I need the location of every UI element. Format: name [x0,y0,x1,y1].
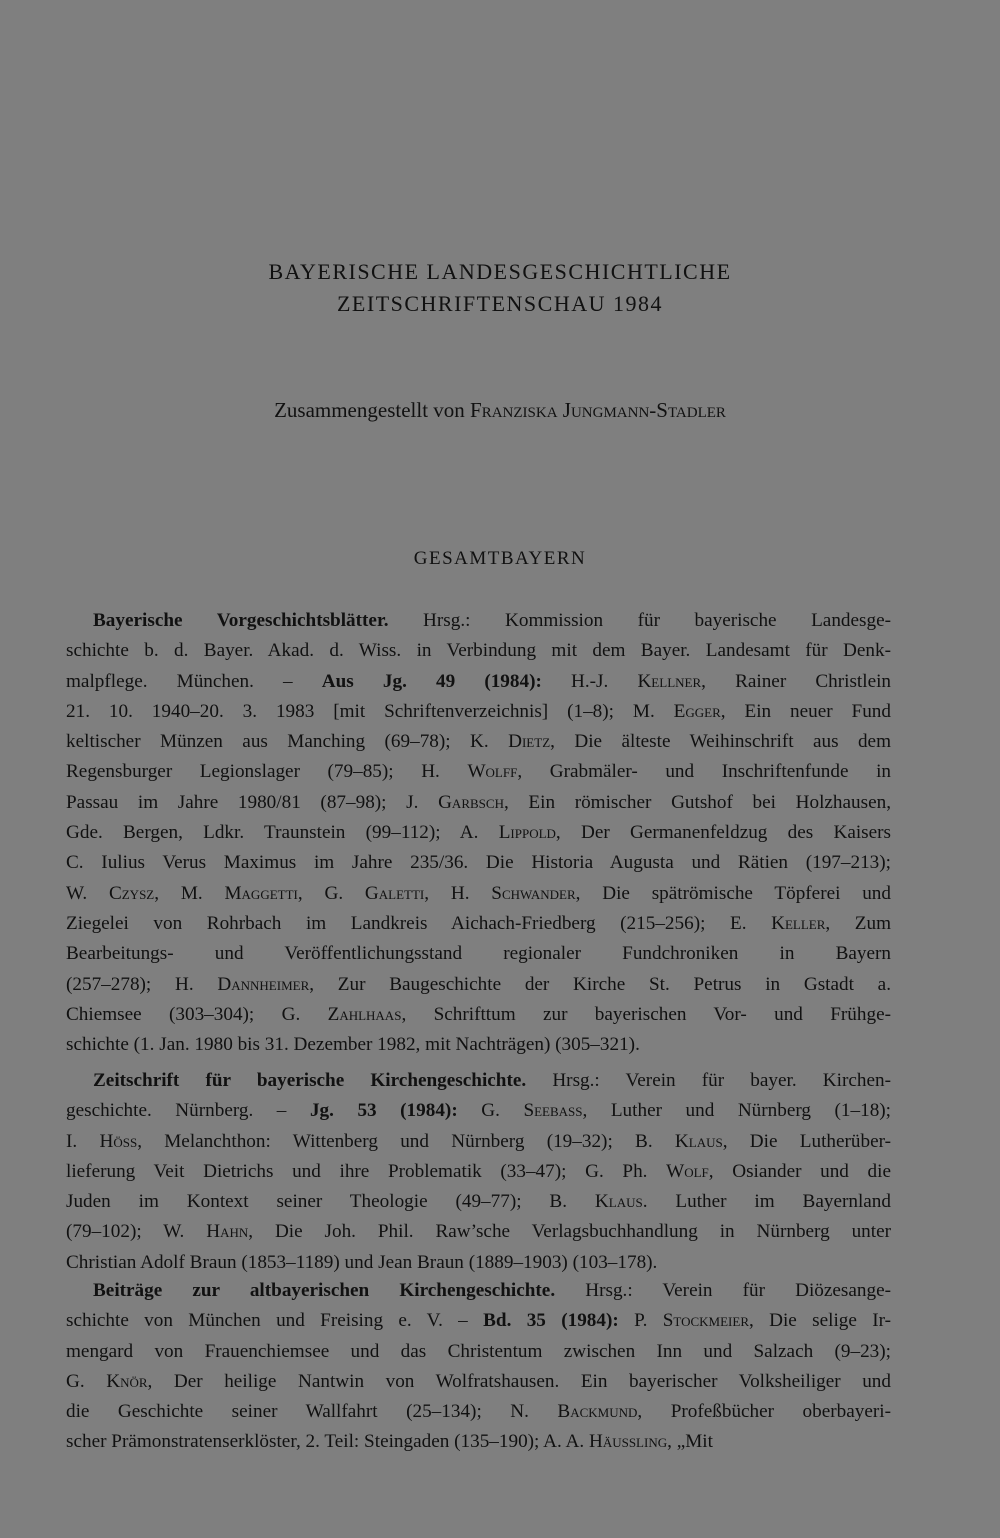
text-run: . Luther im Bayernland [642,1191,891,1213]
text-run: , Ein neuer Fund [720,700,891,722]
text-line [66,1248,891,1278]
text-run: , Zur Baugeschichte der Kirche St. Petrus in Gstadt a. [309,973,891,995]
text-run: Hrsg.: Kommission für bayerische Landesge- [388,610,891,631]
text-line [66,1367,891,1397]
bold-run: Bd. 35 (1984): [483,1310,619,1332]
text-run: schichte (1. Jan. 1980 bis 31. Dezember 1982, mit Nachträgen) (305–321). [66,1034,640,1056]
text-run: , Die spätrömische Töpferei und [575,882,891,904]
author-name: Dannheimer [217,973,310,995]
author-name: Kellner [637,670,702,692]
author-name: Maggetti [224,882,298,904]
text-run: Ziegelei von Rohrbach im Landkreis Aichach-Friedberg (215–256); E. [66,912,772,934]
text-run: , „Mit [667,1431,713,1453]
text-line [66,1217,891,1247]
text-run: malpflege. München. – [66,670,322,692]
text-run: G. [457,1100,524,1122]
author-name: Czysz [108,882,155,904]
author-name: Keller [771,912,826,934]
text-run: 21. 10. 1940–20. 3. 1983 [mit Schriftenverzeichnis] (1–8); M. [66,700,674,722]
author-name: Klaus [594,1191,643,1213]
text-line [66,636,891,666]
bibliography-entry [66,1066,891,1278]
section-heading: GESAMTBAYERN [413,548,587,569]
text-run: I. [66,1130,100,1152]
text-run: , Profeßbücher oberbayeri- [637,1401,891,1423]
text-line [66,727,891,757]
compiled-prefix: Zusammengestellt von [274,398,471,422]
text-run: C. Iulius Verus Maximus im Jahre 235/36. Die Historia Augusta und Rätien (197–213); [66,852,891,874]
text-run: P. [618,1310,663,1332]
text-run: , Melanchthon: Wittenberg und Nürnberg (19–32); B. [137,1130,675,1152]
author-name: Hahn [206,1221,249,1243]
text-line [66,1397,891,1427]
text-run: , Der heilige Nantwin von Wolfratshausen. Ein bayerischer Volksheiliger und [147,1370,891,1392]
author-name: Galetti [364,882,425,904]
text-run: Hrsg.: Verein für Diözesange- [555,1280,891,1301]
text-line [66,1187,891,1217]
text-run: Passau im Jahre 1980/81 (87–98); J. [66,791,439,813]
text-run: , M. [154,882,225,904]
bold-run: Bayerische Vorgeschichtsblätter. [93,610,389,631]
text-line [66,606,891,636]
text-run: scher Prämonstratenserklöster, 2. Teil: Steingaden (135–190); A. A. [66,1431,589,1453]
text-run: G. [66,1370,107,1392]
text-run: Christian Adolf Braun (1853–1189) und Jean Braun (1889–1903) (103–178). [66,1251,658,1273]
text-run: Hrsg.: Verein für bayer. Kirchen- [526,1070,891,1091]
text-run: Juden im Kontext seiner Theologie (49–77); B. [66,1191,595,1213]
text-run: (257–278); H. [66,973,218,995]
author-name: Häussling [588,1431,668,1453]
author-name: Höss [99,1130,138,1152]
text-run: , Die selige Ir- [749,1310,891,1332]
text-line [66,1030,891,1060]
text-line [66,1306,891,1336]
text-line [66,1096,891,1126]
text-run: , Schrifttum zur bayerischen Vor- und Frühge- [401,1003,891,1025]
author-name: Schwander [491,882,576,904]
text-line [66,667,891,697]
text-run: , Zum [825,912,891,934]
text-line [66,939,891,969]
author-name: Knör [106,1370,148,1392]
text-line [66,1427,891,1457]
text-run: , H. [424,882,492,904]
text-run: schichte von München und Freising e. V. – [66,1310,484,1332]
text-line [66,1066,891,1096]
text-line [66,818,891,848]
text-line [66,970,891,1000]
text-run: , Die Lutherüber- [722,1130,891,1152]
text-run: , Rainer Christlein [701,670,891,692]
text-line [66,1337,891,1367]
author-name: Backmund [557,1401,638,1423]
author-name: Egger [673,700,721,722]
text-run: (79–102); W. [66,1221,207,1243]
page-title-line-2: ZEITSCHRIFTENSCHAU 1984 [336,291,663,316]
text-run: Bearbeitungs- und Veröffentlichungsstand regionaler Fundchroniken in Bayern [66,943,891,965]
author-name: Wolff [467,761,518,783]
author-name: Garbsch [438,791,504,813]
text-run: , Grabmäler- und Inschriftenfunde in [517,761,891,783]
text-run: , G. [297,882,365,904]
text-line [66,1157,891,1187]
compiler-name: Franziska Jungmann-Stadler [470,398,726,422]
text-line [66,879,891,909]
text-line [66,1000,891,1030]
text-run: , Osiander und die [708,1160,891,1182]
text-run: Chiemsee (303–304); G. [66,1003,328,1025]
author-name: Stockmeier [662,1310,749,1332]
text-line [66,848,891,878]
bold-run: Beiträge zur altbayerischen Kirchengeschichte. [93,1280,556,1301]
text-run: , Luther und Nürnberg (1–18); [582,1100,891,1122]
text-run: lieferung Veit Dietrichs und ihre Problematik (33–47); G. Ph. [66,1160,667,1182]
text-run: Gde. Bergen, Ldkr. Traunstein (99–112); A. [66,822,499,844]
author-name: Klaus [674,1130,723,1152]
text-line [66,1276,891,1306]
text-line [66,1127,891,1157]
bold-run: Jg. 53 (1984): [309,1100,458,1122]
bold-run: Zeitschrift für bayerische Kirchengeschichte. [93,1070,527,1091]
author-name: Zahlhaas [327,1003,402,1025]
bold-run: Aus Jg. 49 (1984): [321,670,542,692]
text-run: mengard von Frauenchiemsee und das Christentum zwischen Inn und Salzach (9–23); [66,1340,891,1362]
text-line [66,909,891,939]
text-run: , Die älteste Weihinschrift aus dem [550,731,891,753]
bibliography-entry [66,606,891,1060]
text-run: Regensburger Legionslager (79–85); H. [66,761,468,783]
text-run: schichte b. d. Bayer. Akad. d. Wiss. in Verbindung mit dem Bayer. Landesamt für Denk- [66,640,891,662]
text-run: , Ein römischer Gutshof bei Holzhausen, [503,791,891,813]
text-line [66,697,891,727]
text-run: W. [66,882,109,904]
text-run: , Der Germanenfeldzug des Kaisers [555,822,891,844]
text-run: die Geschichte seiner Wallfahrt (25–134); N. [66,1401,558,1423]
author-name: Seebass [523,1100,583,1122]
author-name: Lippold [498,822,556,844]
text-run: , Die Joh. Phil. Raw’sche Verlagsbuchhandlung in Nürnberg unter [248,1221,891,1243]
author-name: Dietz [508,731,551,753]
text-run: geschichte. Nürnberg. – [66,1100,310,1122]
author-name: Wolf [666,1160,709,1182]
bibliography-entry [66,1276,891,1458]
page-title-line-1: BAYERISCHE LANDESGESCHICHTLICHE [268,259,732,284]
text-line [66,788,891,818]
text-run: H.-J. [541,670,638,692]
text-run: keltischer Münzen aus Manching (69–78); K. [66,731,509,753]
text-line [66,757,891,787]
compiled-by-line [0,396,1000,424]
